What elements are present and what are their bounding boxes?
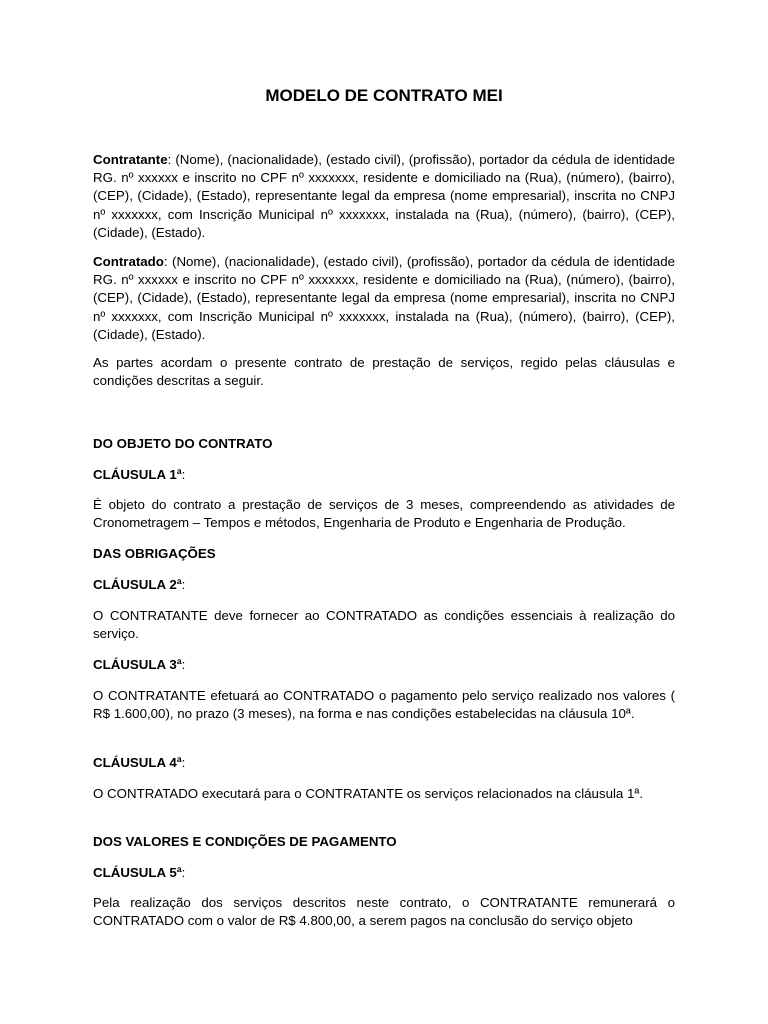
clausula-5-heading (93, 864, 185, 882)
section-heading-obrigacoes: DAS OBRIGAÇÕES (93, 546, 216, 561)
clausula-4-label: CLÁUSULA 4ª (93, 755, 182, 770)
clausula-5-label: CLÁUSULA 5ª (93, 865, 182, 880)
clausula-2-heading (93, 576, 185, 594)
contratante-label: Contratante (93, 152, 168, 167)
clausula-4-heading (93, 754, 185, 772)
document-title: MODELO DE CONTRATO MEI (265, 86, 503, 105)
contratado-text: : (Nome), (nacionalidade), (estado civil), (profissão), portador da cédula de identidade RG. nº xxxxxx e inscrito no CPF nº xxxxxxx, residente e domiciliado na (Rua), (número), (bairro), (CEP), (Cidade), (Estado), representante legal da empresa (nome empresarial), inscrita no CNPJ nº xxxxxxx, com Inscrição Municipal nº xxxxxxx, instalada na (Rua), (número), (bairro), (CEP), (Cidade), (Estado). (93, 254, 675, 342)
contratante-text: : (Nome), (nacionalidade), (estado civil), (profissão), portador da cédula de identidade RG. nº xxxxxx e inscrito no CPF nº xxxxxxx, residente e domiciliado na (Rua), (número), (bairro), (CEP), (Cidade), (Estado), representante legal da empresa (nome empresarial), inscrita no CNPJ nº xxxxxxx, com Inscrição Municipal nº xxxxxxx, instalada na (Rua), (número), (bairro), (CEP), (Cidade), (Estado). (93, 152, 675, 240)
clausula-2-label: CLÁUSULA 2ª (93, 577, 182, 592)
clausula-1-suffix: : (181, 467, 186, 482)
clausula-3-label: CLÁUSULA 3ª (93, 657, 182, 672)
clausula-3-text: O CONTRATANTE efetuará ao CONTRATADO o pagamento pelo serviço realizado nos valores ( R$ 1.600,00), no prazo (3 meses), na forma e nas condições estabelecidas na cláusula 10ª. (93, 688, 675, 722)
contratado-paragraph (93, 253, 675, 344)
contratado-label: Contratado (93, 254, 164, 269)
clausula-2-text: O CONTRATANTE deve fornecer ao CONTRATADO as condições essenciais à realização do serviço. (93, 608, 675, 642)
section-heading-valores: DOS VALORES E CONDIÇÕES DE PAGAMENTO (93, 834, 397, 849)
clausula-3-heading (93, 656, 185, 674)
clausula-4-text: O CONTRATADO executará para o CONTRATANTE os serviços relacionados na cláusula 1ª. (93, 786, 644, 801)
contratante-paragraph (93, 151, 675, 242)
clausula-1-label: CLÁUSULA 1ª (93, 467, 182, 482)
clausula-1-text: É objeto do contrato a prestação de serviços de 3 meses, compreendendo as atividades de Cronometragem – Tempos e métodos, Engenharia de Produto e Engenharia de Produção. (93, 497, 675, 531)
clausula-5-text: Pela realização dos serviços descritos neste contrato, o CONTRATANTE remunerará o CONTRATADO com o valor de R$ 4.800,00, a serem pagos na conclusão do serviço objeto (93, 895, 675, 929)
intro-paragraph: As partes acordam o presente contrato de prestação de serviços, regido pelas cláusulas e condições descritas a seguir. (93, 355, 675, 389)
clausula-1-heading (93, 466, 185, 484)
clausula-5-suffix: : (181, 865, 186, 880)
clausula-2-suffix: : (181, 577, 186, 592)
clausula-3-suffix: : (181, 657, 186, 672)
section-heading-objeto: DO OBJETO DO CONTRATO (93, 436, 273, 451)
clausula-4-suffix: : (181, 755, 186, 770)
